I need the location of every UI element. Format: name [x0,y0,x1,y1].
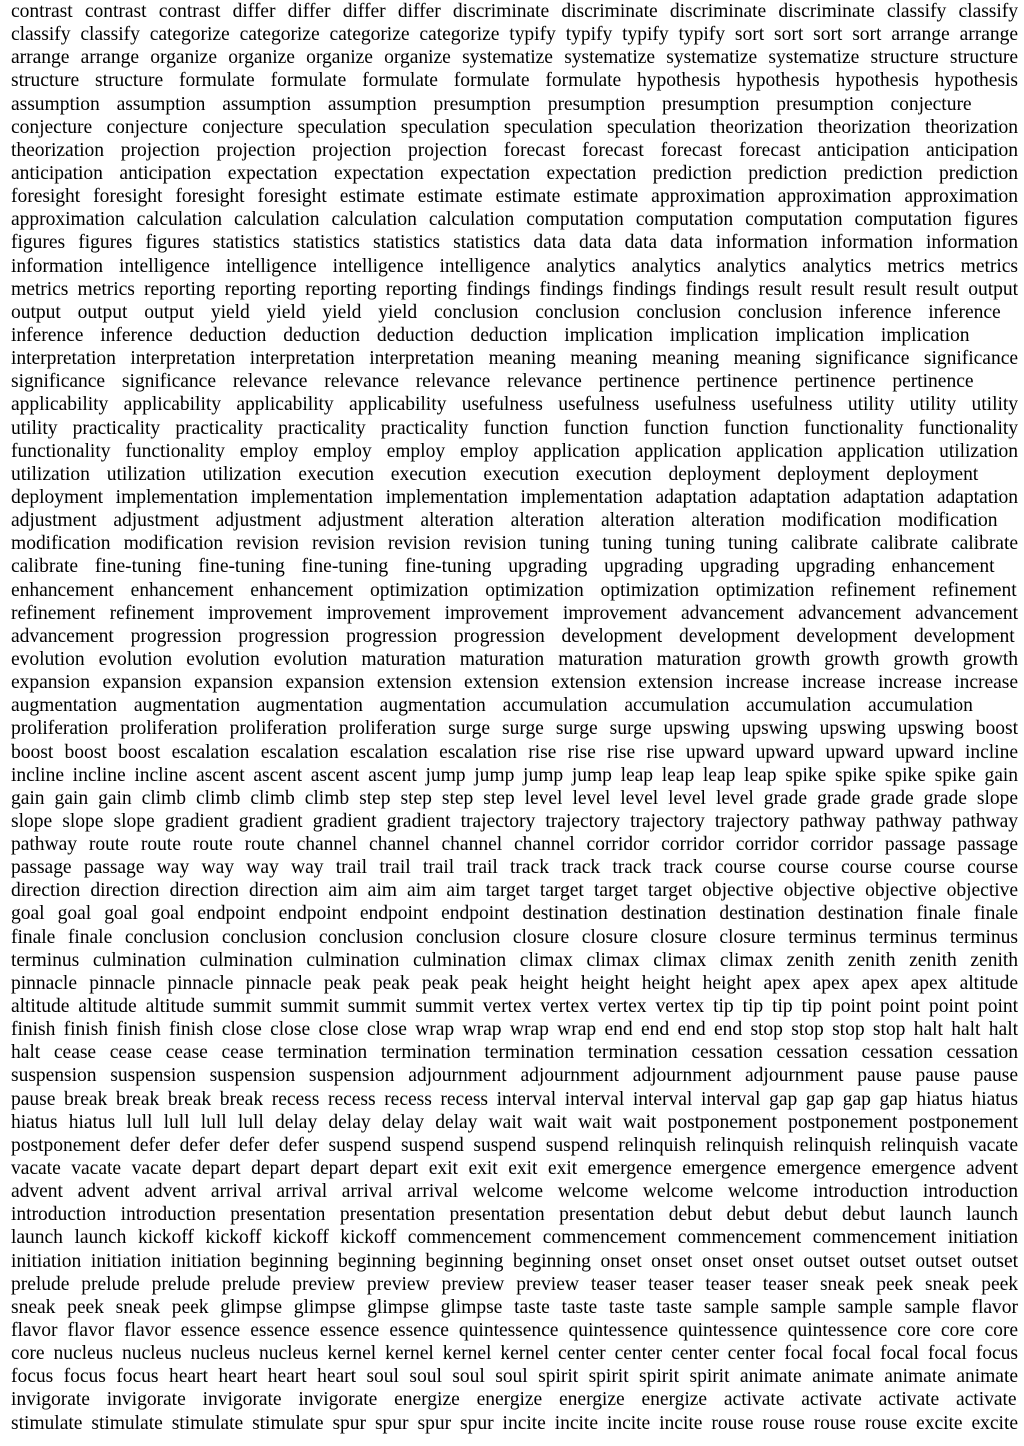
word-list-text [11,0,1018,1435]
text-line: halt cease cease cease cease termination termination termination termination cessation cessation cessation cessation [11,1042,1018,1064]
text-line: augmentation augmentation augmentation augmentation accumulation accumulation accumulation accumulation [11,695,973,717]
text-line: refinement refinement improvement improvement improvement improvement advancement advancement advancement [11,602,1018,624]
text-line: significance significance relevance relevance relevance relevance pertinence pertinence pertinence pertinence [11,371,974,393]
text-line: prelude prelude prelude prelude preview preview preview preview teaser teaser teaser teaser sneak peek sneak peek [11,1273,1018,1295]
text-line: functionality functionality employ employ employ employ application application application application utilization [11,440,1018,462]
text-line: anticipation anticipation expectation expectation expectation expectation prediction prediction prediction prediction [11,162,1018,184]
text-line: information intelligence intelligence intelligence intelligence analytics analytics analytics analytics metrics metrics [11,255,1018,277]
text-line: goal goal goal goal endpoint endpoint endpoint endpoint destination destination destination destination finale finale [11,903,1018,925]
text-line: foresight foresight foresight foresight estimate estimate estimate estimate approximation approximation approximation [11,186,1018,208]
text-line: slope slope slope gradient gradient gradient gradient trajectory trajectory trajectory trajectory pathway pathway pathway [11,810,1018,832]
text-line: figures figures figures statistics statistics statistics statistics data data data data information information information [11,232,1018,254]
text-line: boost boost boost escalation escalation escalation escalation rise rise rise rise upward upward upward upward incline [11,741,1018,763]
text-line: stimulate stimulate stimulate stimulate spur spur spur spur incite incite incite incite rouse rouse rouse rouse excite excite [11,1412,1018,1434]
text-line: output output output yield yield yield yield conclusion conclusion conclusion conclusion inference inference [11,301,1001,323]
text-line: finale finale conclusion conclusion conclusion conclusion closure closure closure closure terminus terminus terminus [11,926,1018,948]
text-line: deployment implementation implementation implementation implementation adaptation adaptation adaptation adaptation [11,486,1018,508]
text-line: adjustment adjustment adjustment adjustment alteration alteration alteration alteration modification modification [11,510,998,532]
text-line: metrics metrics reporting reporting reporting reporting findings findings findings findings result result result result output [11,278,1018,300]
text-line: suspension suspension suspension suspension adjournment adjournment adjournment adjournment pause pause pause [11,1065,1018,1087]
text-line: passage passage way way way way trail trail trail trail track track track track course course course course course [11,857,1018,879]
text-line: calibrate fine-tuning fine-tuning fine-tuning fine-tuning upgrading upgrading upgrading upgrading enhancement [11,556,995,578]
text-line: utility practicality practicality practicality practicality function function function function functionality functionality [11,417,1018,439]
text-line: hiatus hiatus lull lull lull lull delay delay delay delay wait wait wait wait postponement postponement postponement [11,1111,1018,1133]
text-line: enhancement enhancement enhancement optimization optimization optimization optimization refinement refinement [11,579,1017,601]
text-line: assumption assumption assumption assumption presumption presumption presumption presumption conjecture [11,93,972,115]
text-line: incline incline incline ascent ascent ascent ascent jump jump jump jump leap leap leap leap spike spike spike spike gain [11,764,1018,786]
text-line: gain gain gain climb climb climb climb step step step step level level level level level grade grade grade grade slope [11,787,1018,809]
text-line: classify classify categorize categorize categorize categorize typify typify typify typify sort sort sort sort arrange arrange [11,24,1018,46]
text-line: direction direction direction direction aim aim aim aim target target target target objective objective objective objective [11,880,1018,902]
text-line: advent advent advent arrival arrival arrival arrival welcome welcome welcome welcome introduction introduction [11,1181,1018,1203]
text-line: altitude altitude altitude summit summit summit summit vertex vertex vertex vertex tip tip tip tip point point point point [11,996,1018,1018]
text-line: terminus culmination culmination culmination culmination climax climax climax climax zenith zenith zenith zenith [11,949,1018,971]
text-line: expansion expansion expansion expansion extension extension extension extension increase increase increase increase [11,672,1018,694]
text-line: pinnacle pinnacle pinnacle pinnacle peak peak peak peak height height height height apex apex apex apex altitude [11,972,1018,994]
text-line: focus focus focus heart heart heart heart soul soul soul soul spirit spirit spirit spirit animate animate animate animate [11,1366,1018,1388]
text-line: pathway route route route route channel channel channel channel corridor corridor corridor corridor passage passage [11,834,1018,856]
text-line: theorization projection projection projection projection forecast forecast forecast forecast anticipation anticipation [11,139,1018,161]
text-line: finish finish finish finish close close close close wrap wrap wrap wrap end end end end stop stop stop stop halt halt halt [11,1019,1018,1041]
text-line: pause break break break break recess recess recess recess interval interval interval interval gap gap gap gap hiatus hiatus [11,1088,1018,1110]
text-line: contrast contrast contrast differ differ differ differ discriminate discriminate discriminate discriminate classify classify [11,1,1018,22]
text-line: initiation initiation initiation beginning beginning beginning beginning onset onset onset onset outset outset outset outset [11,1250,1018,1272]
text-line: structure structure formulate formulate formulate formulate formulate hypothesis hypothesis hypothesis hypothesis [11,70,1018,92]
text-line: invigorate invigorate invigorate invigorate energize energize energize energize activate activate activate activate [11,1389,1017,1411]
text-line: core nucleus nucleus nucleus nucleus kernel kernel kernel kernel center center center center focal focal focal focal focus [11,1343,1018,1365]
text-line: sneak peek sneak peek glimpse glimpse glimpse glimpse taste taste taste taste sample sample sample sample flavor [11,1296,1018,1318]
text-line: flavor flavor flavor essence essence essence essence quintessence quintessence quintessence quintessence core core core [11,1320,1018,1342]
text-line: introduction introduction presentation presentation presentation presentation debut debut debut debut launch launch [11,1204,1018,1226]
text-line: utilization utilization utilization execution execution execution execution deployment deployment deployment [11,463,979,485]
text-line: vacate vacate vacate depart depart depart depart exit exit exit exit emergence emergence emergence emergence advent [11,1158,1018,1180]
text-line: conjecture conjecture conjecture speculation speculation speculation speculation theorization theorization theorization [11,116,1018,138]
text-line: applicability applicability applicability applicability usefulness usefulness usefulness usefulness utility utility utility [11,394,1018,416]
text-line: proliferation proliferation proliferation proliferation surge surge surge surge upswing upswing upswing upswing boost [11,718,1018,740]
text-line: approximation calculation calculation calculation calculation computation computation computation computation figures [11,209,1018,231]
text-line: arrange arrange organize organize organize organize systematize systematize systematize systematize structure structure [11,47,1018,69]
text-line: modification modification revision revision revision revision tuning tuning tuning tuning calibrate calibrate calibrate [11,533,1018,555]
text-line: interpretation interpretation interpretation interpretation meaning meaning meaning meaning significance significance [11,348,1018,370]
text-line: advancement progression progression progression progression development development development development [11,625,1015,647]
text-line: inference inference deduction deduction deduction deduction implication implication implication implication [11,324,970,346]
text-line: launch launch kickoff kickoff kickoff kickoff commencement commencement commencement commencement initiation [11,1227,1018,1249]
text-line: postponement defer defer defer defer suspend suspend suspend suspend relinquish relinquish relinquish relinquish vacate [11,1134,1018,1156]
text-line: evolution evolution evolution evolution maturation maturation maturation maturation growth growth growth growth [11,648,1018,670]
